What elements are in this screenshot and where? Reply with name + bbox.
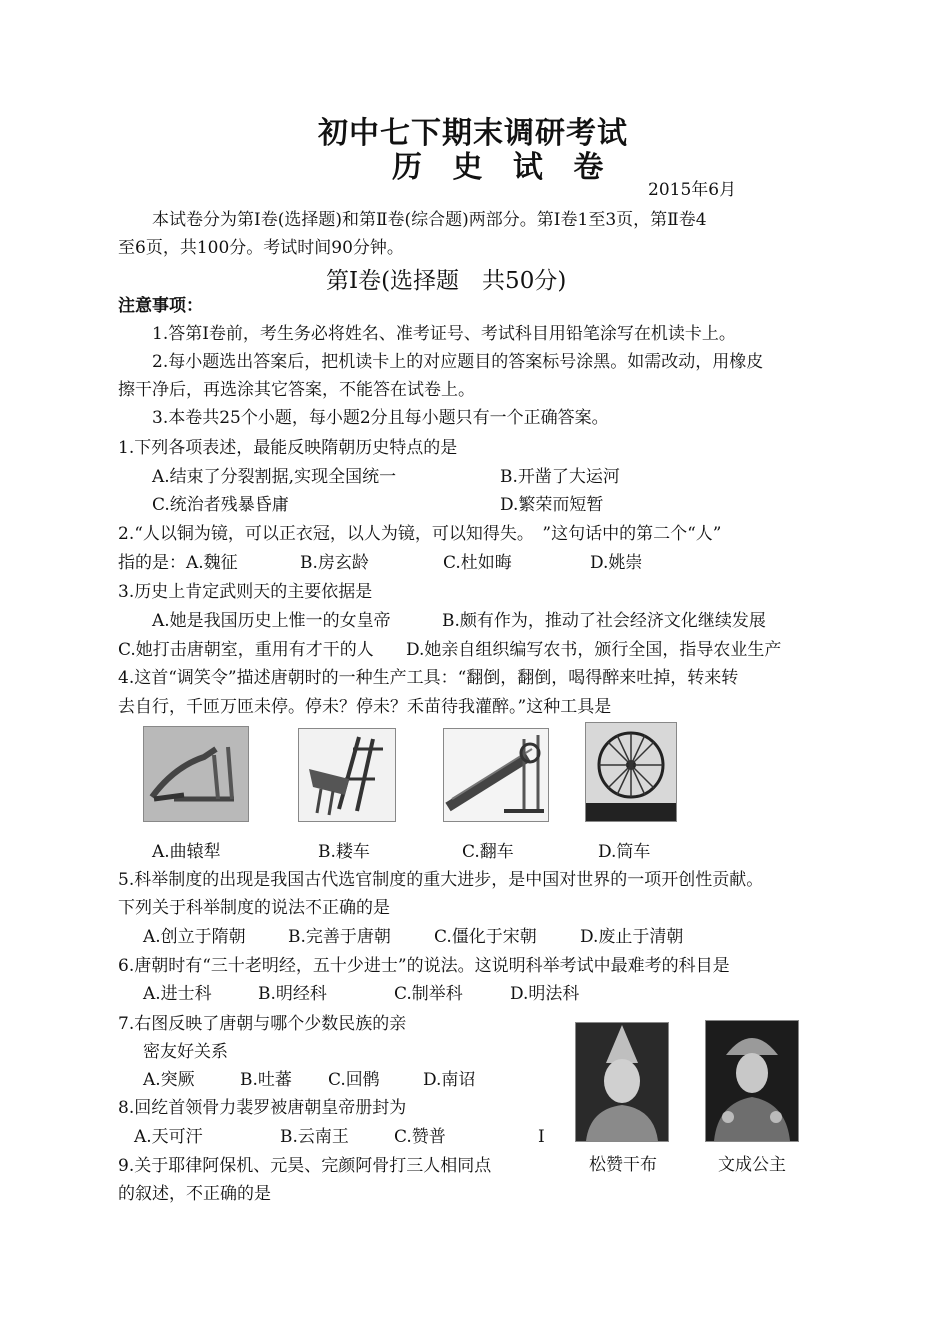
notice-2: 2.每小题选出答案后，把机读卡上的对应题目的答案标号涂黑。如需改动，用橡皮 <box>152 352 764 372</box>
intro-line-1: 本试卷分为第Ⅰ卷(选择题)和第Ⅱ卷(综合题)两部分。第Ⅰ卷1至3页，第Ⅱ卷4 <box>152 210 707 230</box>
notice-3: 3.本卷共25个小题，每小题2分且每小题只有一个正确答案。 <box>152 408 609 428</box>
notice-heading: 注意事项： <box>118 296 203 316</box>
question-2-stem: 2.“人以铜为镜，可以正衣冠，以人为镜，可以知得失。 ”这句话中的第二个“人” <box>118 524 722 544</box>
question-2-option-b: B.房玄龄 <box>300 553 369 573</box>
question-3-option-b: B.颇有作为，推动了社会经济文化继续发展 <box>442 611 766 631</box>
section-title: 第Ⅰ卷(选择题 共50分) <box>326 268 567 294</box>
question-7-option-a: A.突厥 <box>143 1070 195 1090</box>
question-7-option-d: D.南诏 <box>423 1070 476 1090</box>
question-1-option-b: B.开凿了大运河 <box>500 467 620 487</box>
curved-plow-image <box>143 726 249 822</box>
question-3-option-c: C.她打击唐朝室，重用有才干的人 <box>118 640 374 660</box>
question-5-option-c: C.僵化于宋朝 <box>434 927 537 947</box>
songtsen-gampo-caption: 松赞干布 <box>589 1155 657 1175</box>
question-6-stem: 6.唐朝时有“三十老明经，五十少进士”的说法。这说明科举考试中最难考的科目是 <box>118 956 730 976</box>
water-wheel-image <box>585 722 677 822</box>
seed-drill-image <box>298 728 396 822</box>
question-7-option-b: B.吐蕃 <box>240 1070 292 1090</box>
notice-1: 1.答第Ⅰ卷前，考生务必将姓名、准考证号、考试科目用铅笔涂写在机读卡上。 <box>152 324 736 344</box>
question-1-option-c: C.统治者残暴昏庸 <box>152 495 289 515</box>
question-9-stem: 9.关于耶律阿保机、元昊、完颜阿骨打三人相同点 <box>118 1156 492 1176</box>
question-4-stem-cont: 去自行，千匝万匝未停。停未？停未？禾苗待我灌醉。”这种工具是 <box>118 697 612 717</box>
question-4-option-a: A.曲辕犁 <box>152 842 221 862</box>
question-1-stem: 1.下列各项表述，最能反映隋朝历史特点的是 <box>118 438 458 458</box>
princess-wencheng-caption: 文成公主 <box>718 1155 786 1175</box>
exam-subtitle: 历 史 试 卷 <box>392 150 614 185</box>
question-5-stem-cont: 下列关于科举制度的说法不正确的是 <box>118 898 390 918</box>
question-8-option-a: A.天可汗 <box>134 1127 203 1147</box>
question-2-option-d: D.姚崇 <box>590 553 643 573</box>
question-3-stem: 3.历史上肯定武则天的主要依据是 <box>118 582 373 602</box>
question-8-option-d: I <box>538 1127 545 1147</box>
princess-wencheng-statue-image <box>705 1020 799 1142</box>
question-4-option-d: D.筒车 <box>598 842 651 862</box>
exam-date: 2015年6月 <box>648 180 737 200</box>
question-5-option-d: D.废止于清朝 <box>580 927 684 947</box>
question-6-option-b: B.明经科 <box>258 984 327 1004</box>
question-8-stem: 8.回纥首领骨力裴罗被唐朝皇帝册封为 <box>118 1098 407 1118</box>
question-6-option-c: C.制举科 <box>394 984 463 1004</box>
question-4-option-b: B.耧车 <box>318 842 370 862</box>
question-7-option-c: C.回鹘 <box>328 1070 380 1090</box>
question-8-option-b: B.云南王 <box>280 1127 349 1147</box>
question-2-stem-cont: 指的是：A.魏征 <box>118 553 238 573</box>
question-3-option-d: D.她亲自组织编写农书，颁行全国，指导农业生产 <box>406 640 782 660</box>
question-4-stem: 4.这首“调笑令”描述唐朝时的一种生产工具：“翻倒，翻倒，喝得醉来吐掉，转来转 <box>118 668 739 688</box>
question-7-stem: 7.右图反映了唐朝与哪个少数民族的亲 <box>118 1014 407 1034</box>
question-5-stem: 5.科举制度的出现是我国古代选官制度的重大进步，是中国对世界的一项开创性贡献。 <box>118 870 764 890</box>
square-pallet-chain-pump-image <box>443 728 549 822</box>
question-2-option-c: C.杜如晦 <box>443 553 512 573</box>
question-4-option-c: C.翻车 <box>462 842 514 862</box>
question-7-stem-cont: 密友好关系 <box>143 1042 228 1062</box>
question-9-stem-cont: 的叙述，不正确的是 <box>118 1184 271 1204</box>
question-8-option-c: C.赞普 <box>394 1127 446 1147</box>
intro-line-2: 至6页，共100分。考试时间90分钟。 <box>118 238 404 258</box>
notice-2-cont: 擦干净后，再选涂其它答案，不能答在试卷上。 <box>118 380 475 400</box>
question-6-option-a: A.进士科 <box>143 984 212 1004</box>
question-5-option-a: A.创立于隋朝 <box>143 927 246 947</box>
question-5-option-b: B.完善于唐朝 <box>288 927 391 947</box>
question-3-option-a: A.她是我国历史上惟一的女皇帝 <box>152 611 391 631</box>
question-1-option-a: A.结束了分裂割据,实现全国统一 <box>152 467 397 487</box>
question-1-option-d: D.繁荣而短暂 <box>500 495 604 515</box>
question-6-option-d: D.明法科 <box>510 984 580 1004</box>
songtsen-gampo-statue-image <box>575 1022 669 1142</box>
exam-title: 初中七下期末调研考试 <box>318 116 628 151</box>
